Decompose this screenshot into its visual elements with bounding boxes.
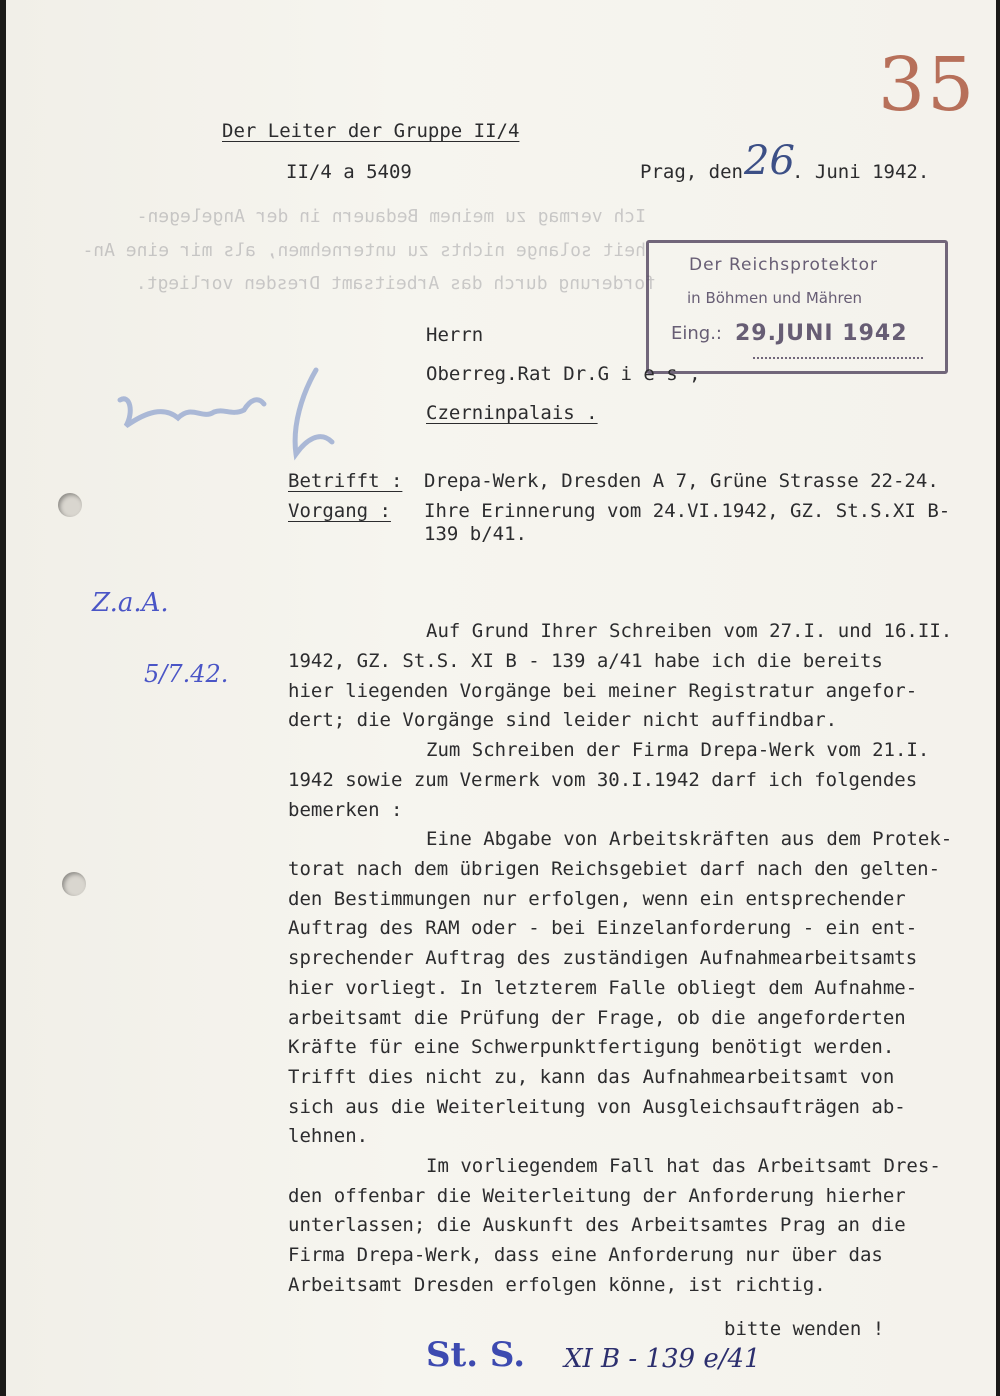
body-line: sprechender Auftrag des zuständigen Aufnahmearbeitsamts bbox=[288, 947, 918, 969]
sender-title: Der Leiter der Gruppe II/4 bbox=[222, 120, 520, 142]
body-line: lehnen. bbox=[288, 1125, 369, 1147]
body-line: arbeitsamt die Prüfung der Frage, ob die angeforderten bbox=[288, 1007, 906, 1029]
body-line: Kräfte für eine Schwerpunktfertigung benötigt werden. bbox=[288, 1036, 895, 1058]
stamp-region: in Böhmen und Mähren bbox=[687, 289, 863, 307]
body-line: Eine Abgabe von Arbeitskräften aus dem Protek- bbox=[426, 828, 953, 850]
reference-label: Vorgang : bbox=[288, 500, 391, 522]
body-line: 1942 sowie zum Vermerk vom 30.I.1942 darf ich folgendes bbox=[288, 769, 918, 791]
date-suffix: . Juni 1942. bbox=[792, 161, 930, 183]
body-line: hier liegenden Vorgänge bei meiner Registratur angefor- bbox=[288, 680, 918, 702]
punch-hole-top bbox=[58, 493, 82, 517]
margin-note-date: 5/7.42. bbox=[144, 660, 229, 688]
reference-number-handwritten: XI B - 139 e/41 bbox=[564, 1344, 761, 1374]
addressee-name: Oberreg.Rat Dr.G i e s , bbox=[426, 363, 701, 385]
bleed-through-line: Ich vermag zu meinem Bedauern in der Angelegen- bbox=[136, 206, 646, 227]
body-line: Auftrag des RAM oder - bei Einzelanforderung - ein ent- bbox=[288, 917, 918, 939]
body-line: dert; die Vorgänge sind leider nicht auffindbar. bbox=[288, 709, 838, 731]
margin-note-zaa: Z.a.A. bbox=[92, 588, 169, 618]
body-line: sich aus die Weiterleitung von Ausgleichsaufträgen ab- bbox=[288, 1096, 906, 1118]
body-line: bemerken : bbox=[288, 799, 403, 821]
body-line: Zum Schreiben der Firma Drepa-Werk vom 21.I. bbox=[426, 739, 930, 761]
page-number-handwritten: 35 bbox=[878, 42, 977, 128]
subject-label: Betrifft : bbox=[288, 470, 403, 492]
date-day-handwritten: 26 bbox=[744, 138, 795, 184]
stamp-authority: Der Reichsprotektor bbox=[689, 255, 878, 275]
subject-text: Drepa-Werk, Dresden A 7, Grüne Strasse 22-24. bbox=[424, 470, 939, 492]
addressee-location: Czerninpalais . bbox=[426, 402, 598, 424]
body-line: torat nach dem übrigen Reichsgebiet darf nach den gelten- bbox=[288, 858, 941, 880]
punch-hole-bottom bbox=[62, 872, 86, 896]
bleed-through-line: forderung durch das Arbeitsamt Dresden vorliegt. bbox=[135, 273, 656, 294]
date-prefix: Prag, den bbox=[640, 161, 743, 183]
initials-handwritten-large bbox=[106, 360, 366, 470]
body-line: Firma Drepa-Werk, dass eine Anforderung nur über das bbox=[288, 1244, 883, 1266]
body-line: Arbeitsamt Dresden erfolgen könne, ist richtig. bbox=[288, 1274, 826, 1296]
body-line: unterlassen; die Auskunft des Arbeitsamtes Prag an die bbox=[288, 1214, 906, 1236]
receipt-stamp bbox=[646, 240, 948, 374]
body-line: 1942, GZ. St.S. XI B - 139 a/41 habe ich die bereits bbox=[288, 650, 883, 672]
file-reference: II/4 a 5409 bbox=[286, 161, 412, 183]
body-line: Trifft dies nicht zu, kann das Aufnahmearbeitsamt von bbox=[288, 1066, 895, 1088]
reference-stamp: St. S. bbox=[426, 1335, 526, 1375]
stamp-received-date: 29.JUNI 1942 bbox=[735, 321, 908, 346]
body-line: Im vorliegendem Fall hat das Arbeitsamt Dres- bbox=[426, 1155, 941, 1177]
stamp-received-label: Eing.: bbox=[671, 323, 722, 344]
salutation: Herrn bbox=[426, 324, 484, 346]
reference-text-cont: 139 b/41. bbox=[424, 523, 527, 545]
document-page bbox=[6, 0, 996, 1396]
please-turn-over: bitte wenden ! bbox=[724, 1318, 885, 1340]
body-line: den Bestimmungen nur erfolgen, wenn ein entsprechender bbox=[288, 888, 906, 910]
bleed-through-line: heit solange nichts zu unternehmen, als mir eine An- bbox=[82, 240, 646, 261]
body-line: hier vorliegt. In letzterem Falle obliegt dem Aufnahme- bbox=[288, 977, 918, 999]
body-line: den offenbar die Weiterleitung der Anforderung hierher bbox=[288, 1185, 906, 1207]
stamp-signature-line bbox=[753, 357, 923, 359]
reference-text: Ihre Erinnerung vom 24.VI.1942, GZ. St.S.XI B- bbox=[424, 500, 951, 522]
body-line: Auf Grund Ihrer Schreiben vom 27.I. und 16.II. bbox=[426, 620, 953, 642]
